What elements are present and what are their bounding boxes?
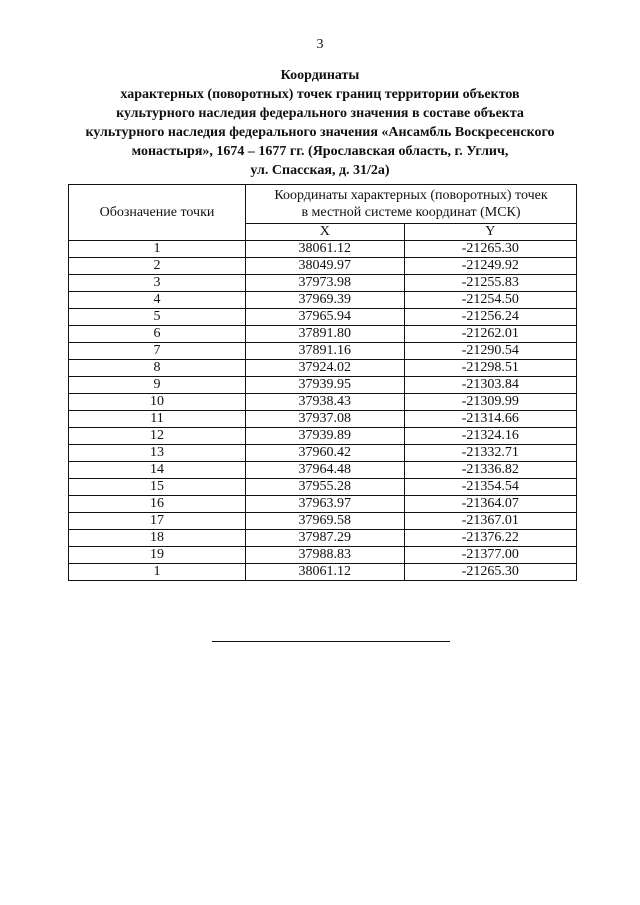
cell-x: 37965.94 xyxy=(246,309,405,326)
coordinates-header-line-2: в местной системе координат (МСК) xyxy=(301,205,521,220)
cell-point: 1 xyxy=(69,564,246,581)
heading-line-3: культурного наследия федерального значения в составе объекта xyxy=(116,106,524,121)
table-row xyxy=(69,258,577,275)
table-row xyxy=(69,428,577,445)
cell-x: 37960.42 xyxy=(246,445,405,462)
cell-point: 14 xyxy=(69,462,246,479)
cell-x: 37988.83 xyxy=(246,547,405,564)
cell-x: 37924.02 xyxy=(246,360,405,377)
cell-point: 8 xyxy=(69,360,246,377)
cell-point: 16 xyxy=(69,496,246,513)
document-heading xyxy=(60,66,580,180)
table-row xyxy=(69,326,577,343)
cell-y: -21324.16 xyxy=(404,428,576,445)
cell-x: 37969.39 xyxy=(246,292,405,309)
cell-y: -21314.66 xyxy=(404,411,576,428)
cell-x: 37963.97 xyxy=(246,496,405,513)
cell-y: -21332.71 xyxy=(404,445,576,462)
coordinates-header-line-1: Координаты характерных (поворотных) точек xyxy=(274,188,548,203)
table-row xyxy=(69,479,577,496)
cell-y: -21376.22 xyxy=(404,530,576,547)
cell-point: 10 xyxy=(69,394,246,411)
cell-y: -21265.30 xyxy=(404,241,576,258)
cell-y: -21336.82 xyxy=(404,462,576,479)
y-column-header: Y xyxy=(404,224,576,241)
cell-y: -21364.07 xyxy=(404,496,576,513)
cell-point: 4 xyxy=(69,292,246,309)
coordinates-table-body xyxy=(69,241,577,581)
cell-point: 15 xyxy=(69,479,246,496)
table-row xyxy=(69,411,577,428)
cell-x: 37964.48 xyxy=(246,462,405,479)
heading-line-6: ул. Спасская, д. 31/2а) xyxy=(250,163,390,178)
table-row xyxy=(69,564,577,581)
cell-y: -21303.84 xyxy=(404,377,576,394)
heading-line-1: Координаты xyxy=(280,68,360,83)
cell-point: 3 xyxy=(69,275,246,292)
cell-point: 9 xyxy=(69,377,246,394)
cell-point: 19 xyxy=(69,547,246,564)
table-row xyxy=(69,241,577,258)
cell-point: 13 xyxy=(69,445,246,462)
table-row xyxy=(69,275,577,292)
cell-x: 37969.58 xyxy=(246,513,405,530)
cell-y: -21254.50 xyxy=(404,292,576,309)
cell-y: -21354.54 xyxy=(404,479,576,496)
table-row xyxy=(69,309,577,326)
cell-x: 37938.43 xyxy=(246,394,405,411)
cell-x: 38061.12 xyxy=(246,241,405,258)
cell-point: 12 xyxy=(69,428,246,445)
heading-line-5: монастыря», 1674 – 1677 гг. (Ярославская область, г. Углич, xyxy=(131,144,509,159)
heading-line-2: характерных (поворотных) точек границ территории объектов xyxy=(120,87,520,102)
cell-x: 37891.16 xyxy=(246,343,405,360)
x-column-header: X xyxy=(246,224,405,241)
table-row xyxy=(69,343,577,360)
cell-x: 37955.28 xyxy=(246,479,405,496)
cell-y: -21377.00 xyxy=(404,547,576,564)
cell-y: -21265.30 xyxy=(404,564,576,581)
cell-x: 37939.89 xyxy=(246,428,405,445)
cell-x: 37987.29 xyxy=(246,530,405,547)
cell-x: 38049.97 xyxy=(246,258,405,275)
cell-point: 11 xyxy=(69,411,246,428)
cell-y: -21290.54 xyxy=(404,343,576,360)
cell-x: 37891.80 xyxy=(246,326,405,343)
table-row xyxy=(69,292,577,309)
coordinates-group-header xyxy=(246,185,577,224)
table-row xyxy=(69,394,577,411)
table-row xyxy=(69,462,577,479)
table-row xyxy=(69,513,577,530)
cell-point: 7 xyxy=(69,343,246,360)
table-row xyxy=(69,496,577,513)
cell-point: 1 xyxy=(69,241,246,258)
page-number: 3 xyxy=(316,37,324,52)
table-row xyxy=(69,547,577,564)
table-row xyxy=(69,445,577,462)
cell-x: 37939.95 xyxy=(246,377,405,394)
table-row xyxy=(69,360,577,377)
cell-x: 37937.08 xyxy=(246,411,405,428)
cell-point: 6 xyxy=(69,326,246,343)
cell-y: -21367.01 xyxy=(404,513,576,530)
cell-y: -21256.24 xyxy=(404,309,576,326)
cell-point: 18 xyxy=(69,530,246,547)
coordinates-table xyxy=(68,184,577,581)
point-designation-header: Обозначение точки xyxy=(69,185,246,241)
cell-x: 37973.98 xyxy=(246,275,405,292)
bottom-divider-line xyxy=(212,641,450,642)
cell-point: 5 xyxy=(69,309,246,326)
cell-y: -21298.51 xyxy=(404,360,576,377)
cell-y: -21255.83 xyxy=(404,275,576,292)
cell-x: 38061.12 xyxy=(246,564,405,581)
cell-y: -21309.99 xyxy=(404,394,576,411)
table-row xyxy=(69,377,577,394)
cell-point: 17 xyxy=(69,513,246,530)
cell-point: 2 xyxy=(69,258,246,275)
heading-line-4: культурного наследия федерального значения «Ансамбль Воскресенского xyxy=(85,125,555,140)
cell-y: -21249.92 xyxy=(404,258,576,275)
cell-y: -21262.01 xyxy=(404,326,576,343)
table-row xyxy=(69,530,577,547)
